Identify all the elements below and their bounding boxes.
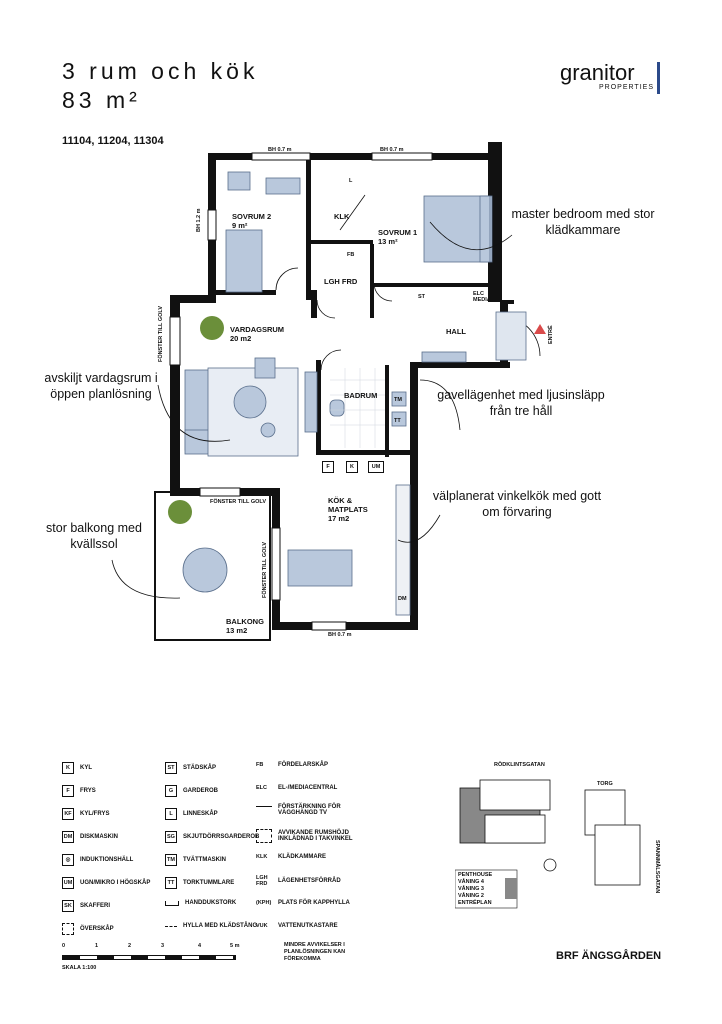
callout-gable-apartment: gavellägenhet med ljusinsläpp från tre håll [437, 388, 605, 418]
st-label: ST [418, 294, 426, 300]
legend-label: HANDDUKSTORK [185, 900, 237, 906]
callout-master-bedroom: master bedroom med stor klädkammare [511, 207, 655, 237]
scale-tick-0: 0 [62, 943, 66, 949]
entrance-label: ENTRÉ [548, 325, 554, 344]
tt-label: TT [394, 418, 401, 424]
scale-label: SKALA 1:100 [62, 965, 97, 971]
legend-code: TT [165, 877, 177, 889]
legend-code: DM [62, 831, 74, 843]
legend-code: LGH FRD [256, 875, 268, 887]
scale-tick-3: 3 [161, 943, 165, 949]
window-to-floor-label-1: FÖNSTER TILL GOLV [158, 305, 164, 362]
logo-wordmark: granitor [560, 60, 635, 85]
deviation-note: MINDRE AVVIKELSER I PLANLÖSNINGEN KAN FÖREKOMMA [284, 942, 346, 962]
dm-label: DM [398, 596, 407, 602]
legend-label: LÄGENHETSFÖRRÅD [278, 878, 341, 884]
elc-label: ELC MEDIA [473, 291, 491, 303]
legend-label: VATTENUTKASTARE [278, 923, 338, 929]
legend-label: FÖRSTÄRKNING FÖR VÄGGHÄNGD TV [278, 804, 341, 816]
floor-list [458, 872, 492, 907]
room-klk: KLK [334, 212, 350, 221]
freezer-box: F [322, 461, 334, 473]
shelf-rail-icon [165, 926, 177, 927]
plan-title-area: 83 m² [62, 87, 141, 113]
scale-bar [62, 943, 242, 973]
plan-title-rooms: 3 rum och kök [62, 58, 259, 84]
linen-label: L [349, 178, 353, 184]
bh-label-3: BH 1.2 m [196, 208, 202, 232]
legend-label: FRYS [80, 788, 96, 794]
room-vardagsrum: VARDAGSRUM 20 m2 [230, 325, 285, 343]
unit-numbers: 11104, 11204, 11304 [62, 135, 164, 147]
entrance-marker [534, 324, 546, 334]
bh-label-1: BH 0.7 m [268, 147, 292, 153]
legend-label: KYL [80, 765, 92, 771]
legend-label: SKAFFERI [80, 903, 110, 909]
brf-name: BRF ÄNGSGÅRDEN [556, 950, 662, 962]
legend-label: LINNESKÅP [183, 811, 218, 817]
legend-code: K [62, 762, 74, 774]
street-label-3: SPANNMÅLSGATAN [654, 840, 660, 894]
legend-code: L [165, 808, 177, 820]
legend-label: STÄDSKÅP [183, 765, 217, 771]
legend-label: TORKTUMMLARE [183, 880, 235, 886]
legend-code: FB [256, 762, 264, 768]
legend-label: AVVIKANDE RUMSHÖJD INKLÄDNAD I TAKVINKEL [278, 830, 353, 842]
logo-subtitle: PROPERTIES [599, 84, 654, 91]
wall-cabinet-icon [62, 923, 74, 935]
legend-column-3 [256, 762, 406, 962]
towel-rail-icon [165, 901, 179, 906]
induction-hob-icon: ◎ [62, 854, 74, 866]
bh-label-2: BH 0.7 m [380, 147, 404, 153]
legend-code: SG [165, 831, 177, 843]
legend-label: KLÄDKAMMARE [278, 854, 326, 860]
street-label-1: RÖDKLINTSGATAN [494, 762, 545, 768]
oven-box: UM [368, 461, 384, 473]
callout-balcony: stor balkong med kvällssol [46, 521, 142, 551]
legend-code: VUK [256, 923, 268, 929]
scale-tick-5: 5 m [230, 943, 240, 949]
room-lgh-frd: LGH FRD [324, 277, 358, 286]
scale-tick-2: 2 [128, 943, 132, 949]
callout-kitchen: välplanerat vinkelkök med gott om förvaring [432, 489, 602, 519]
scale-tick-1: 1 [95, 943, 99, 949]
room-badrum: BADRUM [344, 391, 378, 400]
legend-label: KYL/FRYS [80, 811, 110, 817]
legend-label: INDUKTIONSHÄLL [80, 857, 134, 863]
room-hall: HALL [446, 327, 466, 336]
legend-code: G [165, 785, 177, 797]
legend-label: GARDEROB [183, 788, 219, 794]
window-to-floor-label-3: FÖNSTER TILL GOLV [262, 541, 268, 598]
bh-label-4: BH 0.7 m [328, 632, 352, 638]
scale-bar-graphic [62, 955, 236, 960]
legend-code: SK [62, 900, 74, 912]
legend-code: UM [62, 877, 74, 889]
room-sovrum2: SOVRUM 2 9 m² [232, 212, 272, 230]
legend-code: TM [165, 854, 177, 866]
legend-label: EL-/MEDIACENTRAL [278, 785, 338, 791]
legend-code: KF [62, 808, 74, 820]
floor-penthouse: PENTHOUSE [458, 872, 493, 878]
legend-code: KLK [256, 854, 268, 860]
floor-4: VÅNING 4 [458, 879, 484, 885]
legend-label: TVÄTTMASKIN [183, 857, 226, 863]
floor-entry: ENTRÉPLAN [458, 900, 492, 906]
window-to-floor-label-2: FÖNSTER TILL GOLV [210, 499, 267, 505]
street-label-2: TORG [597, 781, 613, 787]
legend-label: UGN/MIKRO I HÖGSKÅP [80, 880, 151, 886]
callout-living-room: avskiljt vardagsrum i öppen planlösning [44, 371, 158, 401]
legend-label: SKJUTDÖRRSGARDEROB [183, 834, 260, 840]
legend-code: (KPH) [256, 900, 272, 906]
fridge-box: K [346, 461, 358, 473]
legend-code: ST [165, 762, 177, 774]
legend-label: PLATS FÖR KAPPHYLLA [278, 900, 350, 906]
legend-column-1 [62, 762, 182, 942]
legend-label: HYLLA MED KLÄDSTÅNG [183, 923, 258, 929]
floor-3: VÅNING 3 [458, 886, 484, 892]
legend-label: FÖRDELARSKÅP [278, 762, 329, 768]
tm-label: TM [394, 397, 402, 403]
floor-2: VÅNING 2 [458, 893, 484, 899]
fb-label: FB [347, 252, 355, 258]
legend-label: ÖVERSKÅP [80, 926, 114, 932]
legend-code: F [62, 785, 74, 797]
room-balkong: BALKONG 13 m2 [226, 617, 264, 635]
legend-label: DISKMASKIN [80, 834, 119, 840]
ceiling-height-icon [256, 829, 272, 843]
tv-wall-icon [256, 806, 272, 815]
room-kok: KÖK & MATPLATS 17 m2 [328, 496, 368, 523]
room-sovrum1: SOVRUM 1 13 m² [378, 228, 418, 246]
scale-tick-4: 4 [198, 943, 202, 949]
legend-code: ELC [256, 785, 267, 791]
